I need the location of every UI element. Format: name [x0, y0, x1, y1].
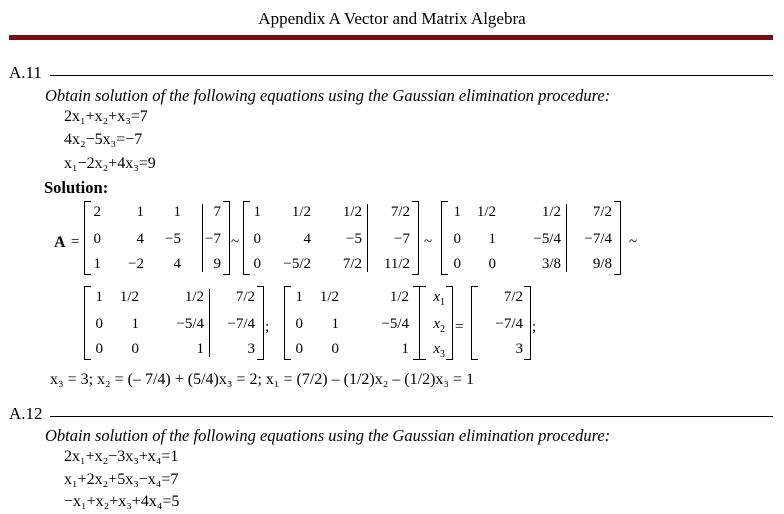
matrix2-cell: 11/2 [383, 256, 410, 272]
matrix2-cell: −5/2 [283, 256, 311, 272]
vector-b-cell: 3 [515, 341, 523, 357]
matrix1-cell: −7 [205, 231, 221, 247]
equation-a12-3: −x₁+x₂+x₃+4x₄=5 [64, 493, 180, 510]
equals-sign: = [71, 234, 80, 250]
matrix4-cell: 7/2 [235, 289, 255, 305]
matrix-a-label: A [54, 234, 66, 251]
matrix5-cell: −5/4 [381, 316, 409, 332]
matrix4-cell: 1/2 [184, 289, 204, 305]
matrix3-cell: 1 [488, 231, 496, 247]
vector-x-cell: $x_2$ [433, 316, 445, 335]
back-substitution: x₃ = 3; x₂ = (– 7/4) + (5/4)x₃ = 2; x₁ = (7/2) – (1/2)x₂ – (1/2)x₃ = 1 [50, 371, 475, 388]
matrix4-cell: −5/4 [176, 316, 204, 332]
matrix5-cell: 1 [401, 341, 409, 357]
matrix1-cell: 4 [173, 256, 181, 272]
matrix1-cell: 7 [213, 204, 221, 220]
problem-prompt-a12: Obtain solution of the following equations using the Gaussian elimination procedure: [45, 426, 611, 445]
augment-bar-4 [209, 289, 210, 357]
matrix2-cell: 7/2 [342, 256, 362, 272]
matrix4-cell: 1 [95, 289, 103, 305]
equation-a11-3: x₁−2x₂+4x₃=9 [64, 155, 156, 172]
matrix5-cell: 0 [295, 316, 303, 332]
matrix1-cell: 4 [136, 231, 144, 247]
matrix2-cell: 0 [253, 256, 261, 272]
matrix4-cell: 1 [196, 341, 204, 357]
tilde-3: ~ [629, 234, 638, 250]
matrix2-cell: 1/2 [291, 204, 311, 220]
matrix3-cell: 0 [453, 231, 461, 247]
matrix3-cell: 7/2 [592, 204, 612, 220]
vector-x-cell: $x_3$ [433, 341, 445, 360]
matrix4-cell: 0 [95, 316, 103, 332]
matrix4-cell: 0 [131, 341, 139, 357]
matrix3-cell: 1 [453, 204, 461, 220]
matrix3-cell: 1/2 [476, 204, 496, 220]
matrix2-cell: 1/2 [342, 204, 362, 220]
augment-bar-3 [566, 204, 567, 272]
matrix1-cell: −2 [128, 256, 144, 272]
equals-sign-2: = [455, 319, 464, 335]
matrix4-cell: 3 [247, 341, 255, 357]
matrix2-cell: −7 [394, 231, 410, 247]
matrix3-cell: 0 [453, 256, 461, 272]
matrix2-cell: −5 [346, 231, 362, 247]
problem-prompt-a11: Obtain solution of the following equations using the Gaussian elimination procedure: [45, 86, 611, 105]
matrix1-cell: 9 [213, 256, 221, 272]
problem-label-a12: A.12 [9, 404, 43, 423]
solution-heading: Solution: [44, 178, 109, 197]
matrix3-cell: 0 [488, 256, 496, 272]
problem-label-a11: A.11 [9, 63, 42, 82]
matrix4-cell: 1/2 [119, 289, 139, 305]
equation-a12-1: 2x₁+x₂−3x₃+x₄=1 [64, 448, 179, 465]
equation-a12-2: x₁+2x₂+5x₃−x₄=7 [64, 471, 179, 488]
matrix2-cell: 0 [253, 231, 261, 247]
matrix5-cell: 1 [331, 316, 339, 332]
matrix5-cell: 0 [295, 341, 303, 357]
semicolon-2: ; [532, 319, 537, 335]
vector-x-cell: $x_1$ [433, 289, 445, 308]
equation-a11-2: 4x₂−5x₃=−7 [64, 131, 143, 148]
augment-bar-1 [202, 204, 203, 272]
problem-divider-a11 [50, 75, 773, 76]
matrix5-cell: 1/2 [389, 289, 409, 305]
matrix3-cell: 9/8 [592, 256, 612, 272]
augment-bar-2 [367, 204, 368, 272]
header-rule [9, 35, 773, 40]
matrix1-cell: 0 [93, 231, 101, 247]
matrix5-cell: 0 [331, 341, 339, 357]
vector-b-cell: 7/2 [503, 289, 523, 305]
matrix4-cell: −7/4 [227, 316, 255, 332]
matrix3-cell: 3/8 [541, 256, 561, 272]
matrix3-cell: 1/2 [541, 204, 561, 220]
page-header-title: Appendix A Vector and Matrix Algebra [258, 9, 526, 28]
matrix3-cell: −7/4 [584, 231, 612, 247]
matrix1-cell: 1 [136, 204, 144, 220]
matrix1-cell: 1 [173, 204, 181, 220]
matrix5-cell: 1 [295, 289, 303, 305]
matrix1-cell: −5 [165, 231, 181, 247]
matrix4-cell: 1 [131, 316, 139, 332]
tilde-1: ~ [231, 234, 240, 250]
matrix5-cell: 1/2 [319, 289, 339, 305]
matrix1-cell: 1 [93, 256, 101, 272]
matrix2-cell: 7/2 [390, 204, 410, 220]
equation-a11-1: 2x₁+x₂+x₃=7 [64, 108, 148, 125]
matrix2-cell: 4 [303, 231, 311, 247]
matrix4-cell: 0 [95, 341, 103, 357]
tilde-2: ~ [424, 234, 433, 250]
matrix1-cell: 2 [93, 204, 101, 220]
semicolon-1: ; [265, 319, 270, 335]
matrix3-cell: −5/4 [533, 231, 561, 247]
vector-b-cell: −7/4 [495, 316, 523, 332]
problem-divider-a12 [50, 416, 773, 417]
matrix2-cell: 1 [253, 204, 261, 220]
